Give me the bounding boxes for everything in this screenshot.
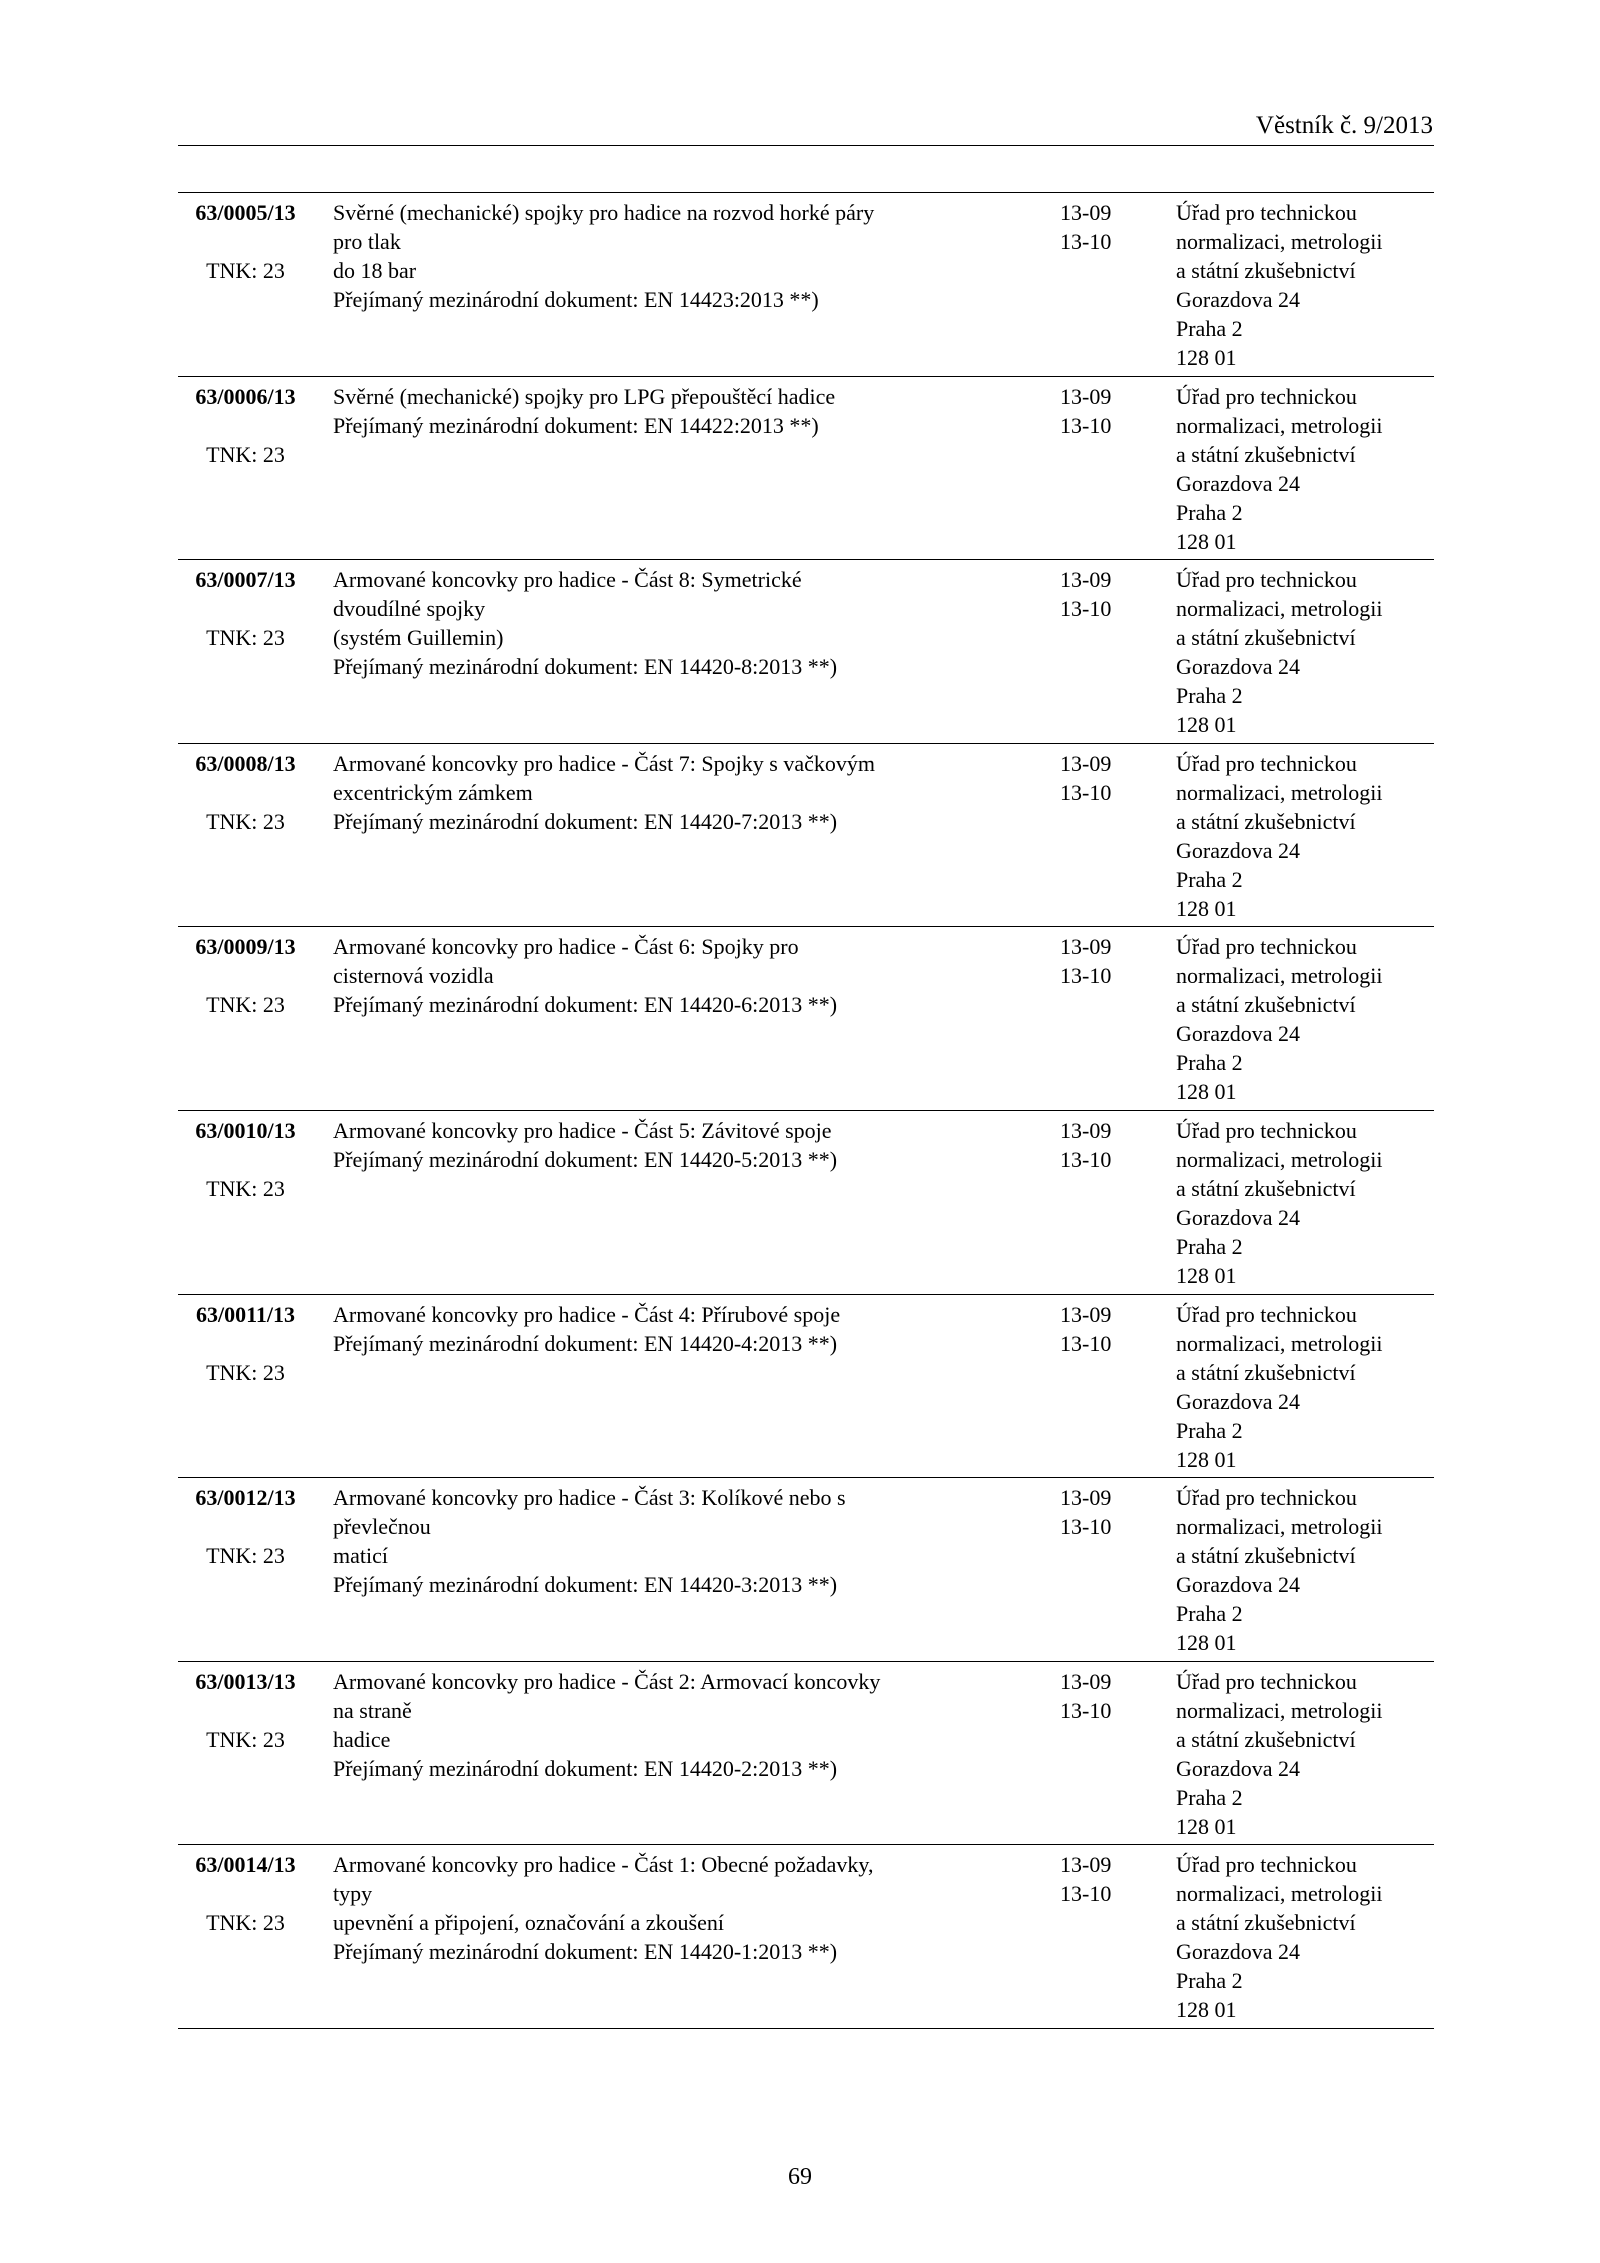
address-line: 128 01: [1176, 1446, 1237, 1472]
standards-table: [178, 192, 1434, 2029]
tnk-label: TNK: 23: [206, 1359, 285, 1385]
address-line: Gorazdova 24: [1176, 1021, 1301, 1047]
dates-cell: [1060, 565, 1140, 623]
address-line: 128 01: [1176, 1079, 1237, 1105]
table-row: [178, 377, 1434, 561]
table-row: [178, 1295, 1434, 1479]
address-line: Úřad pro technickou: [1176, 567, 1357, 593]
address-cell: [1176, 1116, 1434, 1290]
standard-title-cell: [333, 1483, 893, 1599]
standard-title-cell: [333, 198, 893, 314]
date-value: 13-10: [1060, 1330, 1112, 1356]
date-value: 13-10: [1060, 1514, 1112, 1540]
address-line: 128 01: [1176, 712, 1237, 738]
standard-title-line: Přejímaný mezinárodní dokument: EN 14420-4:2013 **): [333, 1330, 838, 1356]
standard-title-line: Armované koncovky pro hadice - Část 3: Kolíkové nebo s převlečnou: [333, 1485, 846, 1540]
standard-title-cell: [333, 1300, 893, 1358]
date-value: 13-09: [1060, 1117, 1112, 1143]
tnk-label: TNK: 23: [206, 1175, 285, 1201]
address-line: normalizaci, metrologii: [1176, 1881, 1383, 1907]
address-line: normalizaci, metrologii: [1176, 779, 1383, 805]
address-line: a státní zkušebnictví: [1176, 1910, 1356, 1936]
standard-id-cell: [178, 1300, 313, 1387]
standard-title-line: Svěrné (mechanické) spojky pro LPG přepouštěcí hadice: [333, 383, 836, 409]
dates-cell: [1060, 749, 1140, 807]
tnk-label: TNK: 23: [206, 1726, 285, 1752]
standard-number: 63/0007/13: [195, 567, 296, 593]
standard-title-cell: [333, 565, 893, 681]
standard-title-line: excentrickým zámkem: [333, 779, 533, 805]
date-value: 13-09: [1060, 1852, 1112, 1878]
table-row: [178, 1845, 1434, 2029]
address-line: 128 01: [1176, 1997, 1237, 2023]
standard-title-line: upevnění a připojení, označování a zkoušení: [333, 1910, 724, 1936]
address-line: Gorazdova 24: [1176, 837, 1301, 863]
address-line: Úřad pro technickou: [1176, 383, 1357, 409]
address-line: 128 01: [1176, 1262, 1237, 1288]
standard-title-line: Armované koncovky pro hadice - Část 1: Obecné požadavky, typy: [333, 1852, 874, 1907]
standard-id-cell: [178, 1850, 313, 1937]
standard-title-line: do 18 bar: [333, 258, 417, 283]
date-value: 13-09: [1060, 567, 1112, 593]
address-line: Gorazdova 24: [1176, 654, 1301, 680]
table-row: [178, 927, 1434, 1111]
tnk-label: TNK: 23: [206, 625, 285, 651]
dates-cell: [1060, 382, 1140, 440]
date-value: 13-09: [1060, 750, 1112, 776]
address-cell: [1176, 198, 1434, 372]
address-line: Praha 2: [1176, 1050, 1243, 1076]
address-line: normalizaci, metrologii: [1176, 1514, 1383, 1540]
table-row: [178, 1662, 1434, 1846]
address-line: a státní zkušebnictví: [1176, 1359, 1356, 1385]
address-line: 128 01: [1176, 528, 1237, 554]
standard-number: 63/0011/13: [195, 1301, 295, 1327]
standard-title-line: Armované koncovky pro hadice - Část 5: Závitové spoje: [333, 1117, 832, 1143]
standard-title-cell: [333, 1116, 893, 1174]
standard-id-cell: [178, 1667, 313, 1754]
standard-title-line: Svěrné (mechanické) spojky pro hadice na rozvod horké páry pro tlak: [333, 200, 875, 254]
address-line: 128 01: [1176, 345, 1237, 370]
address-line: a státní zkušebnictví: [1176, 1726, 1356, 1752]
standard-id-cell: [178, 565, 313, 652]
address-line: a státní zkušebnictví: [1176, 1175, 1356, 1201]
standard-number: 63/0006/13: [195, 383, 296, 409]
address-line: Praha 2: [1176, 1968, 1243, 1994]
address-line: Gorazdova 24: [1176, 1939, 1301, 1965]
standard-number: 63/0013/13: [195, 1668, 296, 1694]
address-line: Praha 2: [1176, 1784, 1243, 1810]
standard-number: 63/0010/13: [195, 1117, 296, 1143]
standard-id-cell: [178, 382, 313, 469]
standard-title-line: Přejímaný mezinárodní dokument: EN 14420-3:2013 **): [333, 1572, 838, 1598]
date-value: 13-10: [1060, 229, 1112, 254]
standard-title-line: Armované koncovky pro hadice - Část 2: Armovací koncovky na straně: [333, 1668, 881, 1723]
standard-number: 63/0008/13: [195, 750, 296, 776]
standard-title-cell: [333, 1667, 893, 1783]
standard-title-line: maticí: [333, 1543, 388, 1569]
address-line: normalizaci, metrologii: [1176, 412, 1383, 438]
dates-cell: [1060, 1300, 1140, 1358]
tnk-label: TNK: 23: [206, 258, 285, 283]
standard-title-line: Přejímaný mezinárodní dokument: EN 14423:2013 **): [333, 287, 819, 312]
date-value: 13-09: [1060, 383, 1112, 409]
address-line: Úřad pro technickou: [1176, 1852, 1357, 1878]
address-line: a státní zkušebnictví: [1176, 258, 1356, 283]
date-value: 13-10: [1060, 1146, 1112, 1172]
tnk-label: TNK: 23: [206, 1910, 285, 1936]
address-line: Praha 2: [1176, 1233, 1243, 1259]
date-value: 13-10: [1060, 412, 1112, 438]
date-value: 13-09: [1060, 1485, 1112, 1511]
address-line: Praha 2: [1176, 1417, 1243, 1443]
address-line: Úřad pro technickou: [1176, 1485, 1357, 1511]
address-line: normalizaci, metrologii: [1176, 229, 1383, 254]
address-line: Praha 2: [1176, 1601, 1243, 1627]
standard-number: 63/0005/13: [195, 200, 296, 225]
date-value: 13-10: [1060, 779, 1112, 805]
dates-cell: [1060, 1483, 1140, 1541]
standard-id-cell: [178, 198, 313, 285]
standard-title-cell: [333, 382, 893, 440]
table-row: [178, 1478, 1434, 1662]
address-line: 128 01: [1176, 1813, 1237, 1839]
tnk-label: TNK: 23: [206, 992, 285, 1018]
address-line: Praha 2: [1176, 683, 1243, 709]
standard-title-line: Přejímaný mezinárodní dokument: EN 14420-6:2013 **): [333, 992, 838, 1018]
date-value: 13-09: [1060, 1668, 1112, 1694]
standard-title-line: Armované koncovky pro hadice - Část 4: Přírubové spoje: [333, 1301, 841, 1327]
address-line: Úřad pro technickou: [1176, 1668, 1357, 1694]
dates-cell: [1060, 932, 1140, 990]
standard-id-cell: [178, 932, 313, 1019]
address-line: Praha 2: [1176, 316, 1243, 341]
address-line: Gorazdova 24: [1176, 1572, 1301, 1598]
address-line: Gorazdova 24: [1176, 470, 1301, 496]
table-row: [178, 744, 1434, 928]
standard-title-cell: [333, 749, 893, 836]
date-value: 13-10: [1060, 1881, 1112, 1907]
address-line: Gorazdova 24: [1176, 287, 1301, 312]
date-value: 13-09: [1060, 200, 1112, 225]
table-row: [178, 193, 1434, 377]
address-line: normalizaci, metrologii: [1176, 1146, 1383, 1172]
standard-title-line: Armované koncovky pro hadice - Část 7: Spojky s vačkovým: [333, 750, 875, 776]
address-cell: [1176, 1850, 1434, 2024]
date-value: 13-10: [1060, 596, 1112, 622]
address-line: Praha 2: [1176, 499, 1243, 525]
dates-cell: [1060, 1667, 1140, 1725]
standard-title-line: Armované koncovky pro hadice - Část 8: Symetrické dvoudílné spojky: [333, 567, 802, 622]
address-line: Úřad pro technickou: [1176, 1117, 1357, 1143]
standard-title-line: Přejímaný mezinárodní dokument: EN 14420-5:2013 **): [333, 1146, 838, 1172]
standard-number: 63/0012/13: [195, 1485, 296, 1511]
table-row: [178, 1111, 1434, 1295]
address-line: a státní zkušebnictví: [1176, 1543, 1356, 1569]
standard-title-line: Přejímaný mezinárodní dokument: EN 14420-8:2013 **): [333, 654, 838, 680]
standard-number: 63/0009/13: [195, 934, 296, 960]
address-line: 128 01: [1176, 1630, 1237, 1656]
standard-title-cell: [333, 1850, 893, 1966]
standard-title-line: Přejímaný mezinárodní dokument: EN 14420-1:2013 **): [333, 1939, 838, 1965]
standard-id-cell: [178, 1483, 313, 1570]
page-number: 69: [788, 2164, 812, 2190]
address-line: normalizaci, metrologii: [1176, 1697, 1383, 1723]
address-line: normalizaci, metrologii: [1176, 1330, 1383, 1356]
address-cell: [1176, 565, 1434, 739]
address-line: Úřad pro technickou: [1176, 1301, 1357, 1327]
journal-issue-title: Věstník č. 9/2013: [1255, 112, 1433, 139]
date-value: 13-09: [1060, 934, 1112, 960]
address-line: a státní zkušebnictví: [1176, 441, 1356, 467]
address-line: Gorazdova 24: [1176, 1755, 1301, 1781]
standard-title-line: Armované koncovky pro hadice - Část 6: Spojky pro cisternová vozidla: [333, 934, 799, 989]
address-line: Úřad pro technickou: [1176, 750, 1357, 776]
address-line: Praha 2: [1176, 866, 1243, 892]
standard-id-cell: [178, 1116, 313, 1203]
address-cell: [1176, 932, 1434, 1106]
address-line: a státní zkušebnictví: [1176, 625, 1356, 651]
dates-cell: [1060, 198, 1140, 256]
standard-title-cell: [333, 932, 893, 1019]
date-value: 13-10: [1060, 1697, 1112, 1723]
address-cell: [1176, 382, 1434, 556]
standard-title-line: (systém Guillemin): [333, 625, 504, 651]
address-cell: [1176, 749, 1434, 923]
standard-title-line: Přejímaný mezinárodní dokument: EN 14422:2013 **): [333, 412, 819, 438]
address-line: a státní zkušebnictví: [1176, 808, 1356, 834]
address-cell: [1176, 1300, 1434, 1474]
standard-title-line: Přejímaný mezinárodní dokument: EN 14420-7:2013 **): [333, 808, 838, 834]
address-cell: [1176, 1667, 1434, 1841]
standard-title-line: Přejímaný mezinárodní dokument: EN 14420-2:2013 **): [333, 1755, 838, 1781]
address-line: normalizaci, metrologii: [1176, 596, 1383, 622]
address-line: a státní zkušebnictví: [1176, 992, 1356, 1018]
tnk-label: TNK: 23: [206, 1543, 285, 1569]
date-value: 13-10: [1060, 963, 1112, 989]
tnk-label: TNK: 23: [206, 808, 285, 834]
address-line: 128 01: [1176, 895, 1237, 921]
address-line: Gorazdova 24: [1176, 1388, 1301, 1414]
address-line: Gorazdova 24: [1176, 1204, 1301, 1230]
address-line: Úřad pro technickou: [1176, 200, 1357, 225]
dates-cell: [1060, 1116, 1140, 1174]
address-line: Úřad pro technickou: [1176, 934, 1357, 960]
table-row: [178, 560, 1434, 744]
address-line: normalizaci, metrologii: [1176, 963, 1383, 989]
date-value: 13-09: [1060, 1301, 1112, 1327]
dates-cell: [1060, 1850, 1140, 1908]
standard-number: 63/0014/13: [195, 1852, 296, 1878]
standard-id-cell: [178, 749, 313, 836]
address-cell: [1176, 1483, 1434, 1657]
header-divider: [178, 145, 1434, 146]
tnk-label: TNK: 23: [206, 441, 285, 467]
standard-title-line: hadice: [333, 1726, 391, 1752]
